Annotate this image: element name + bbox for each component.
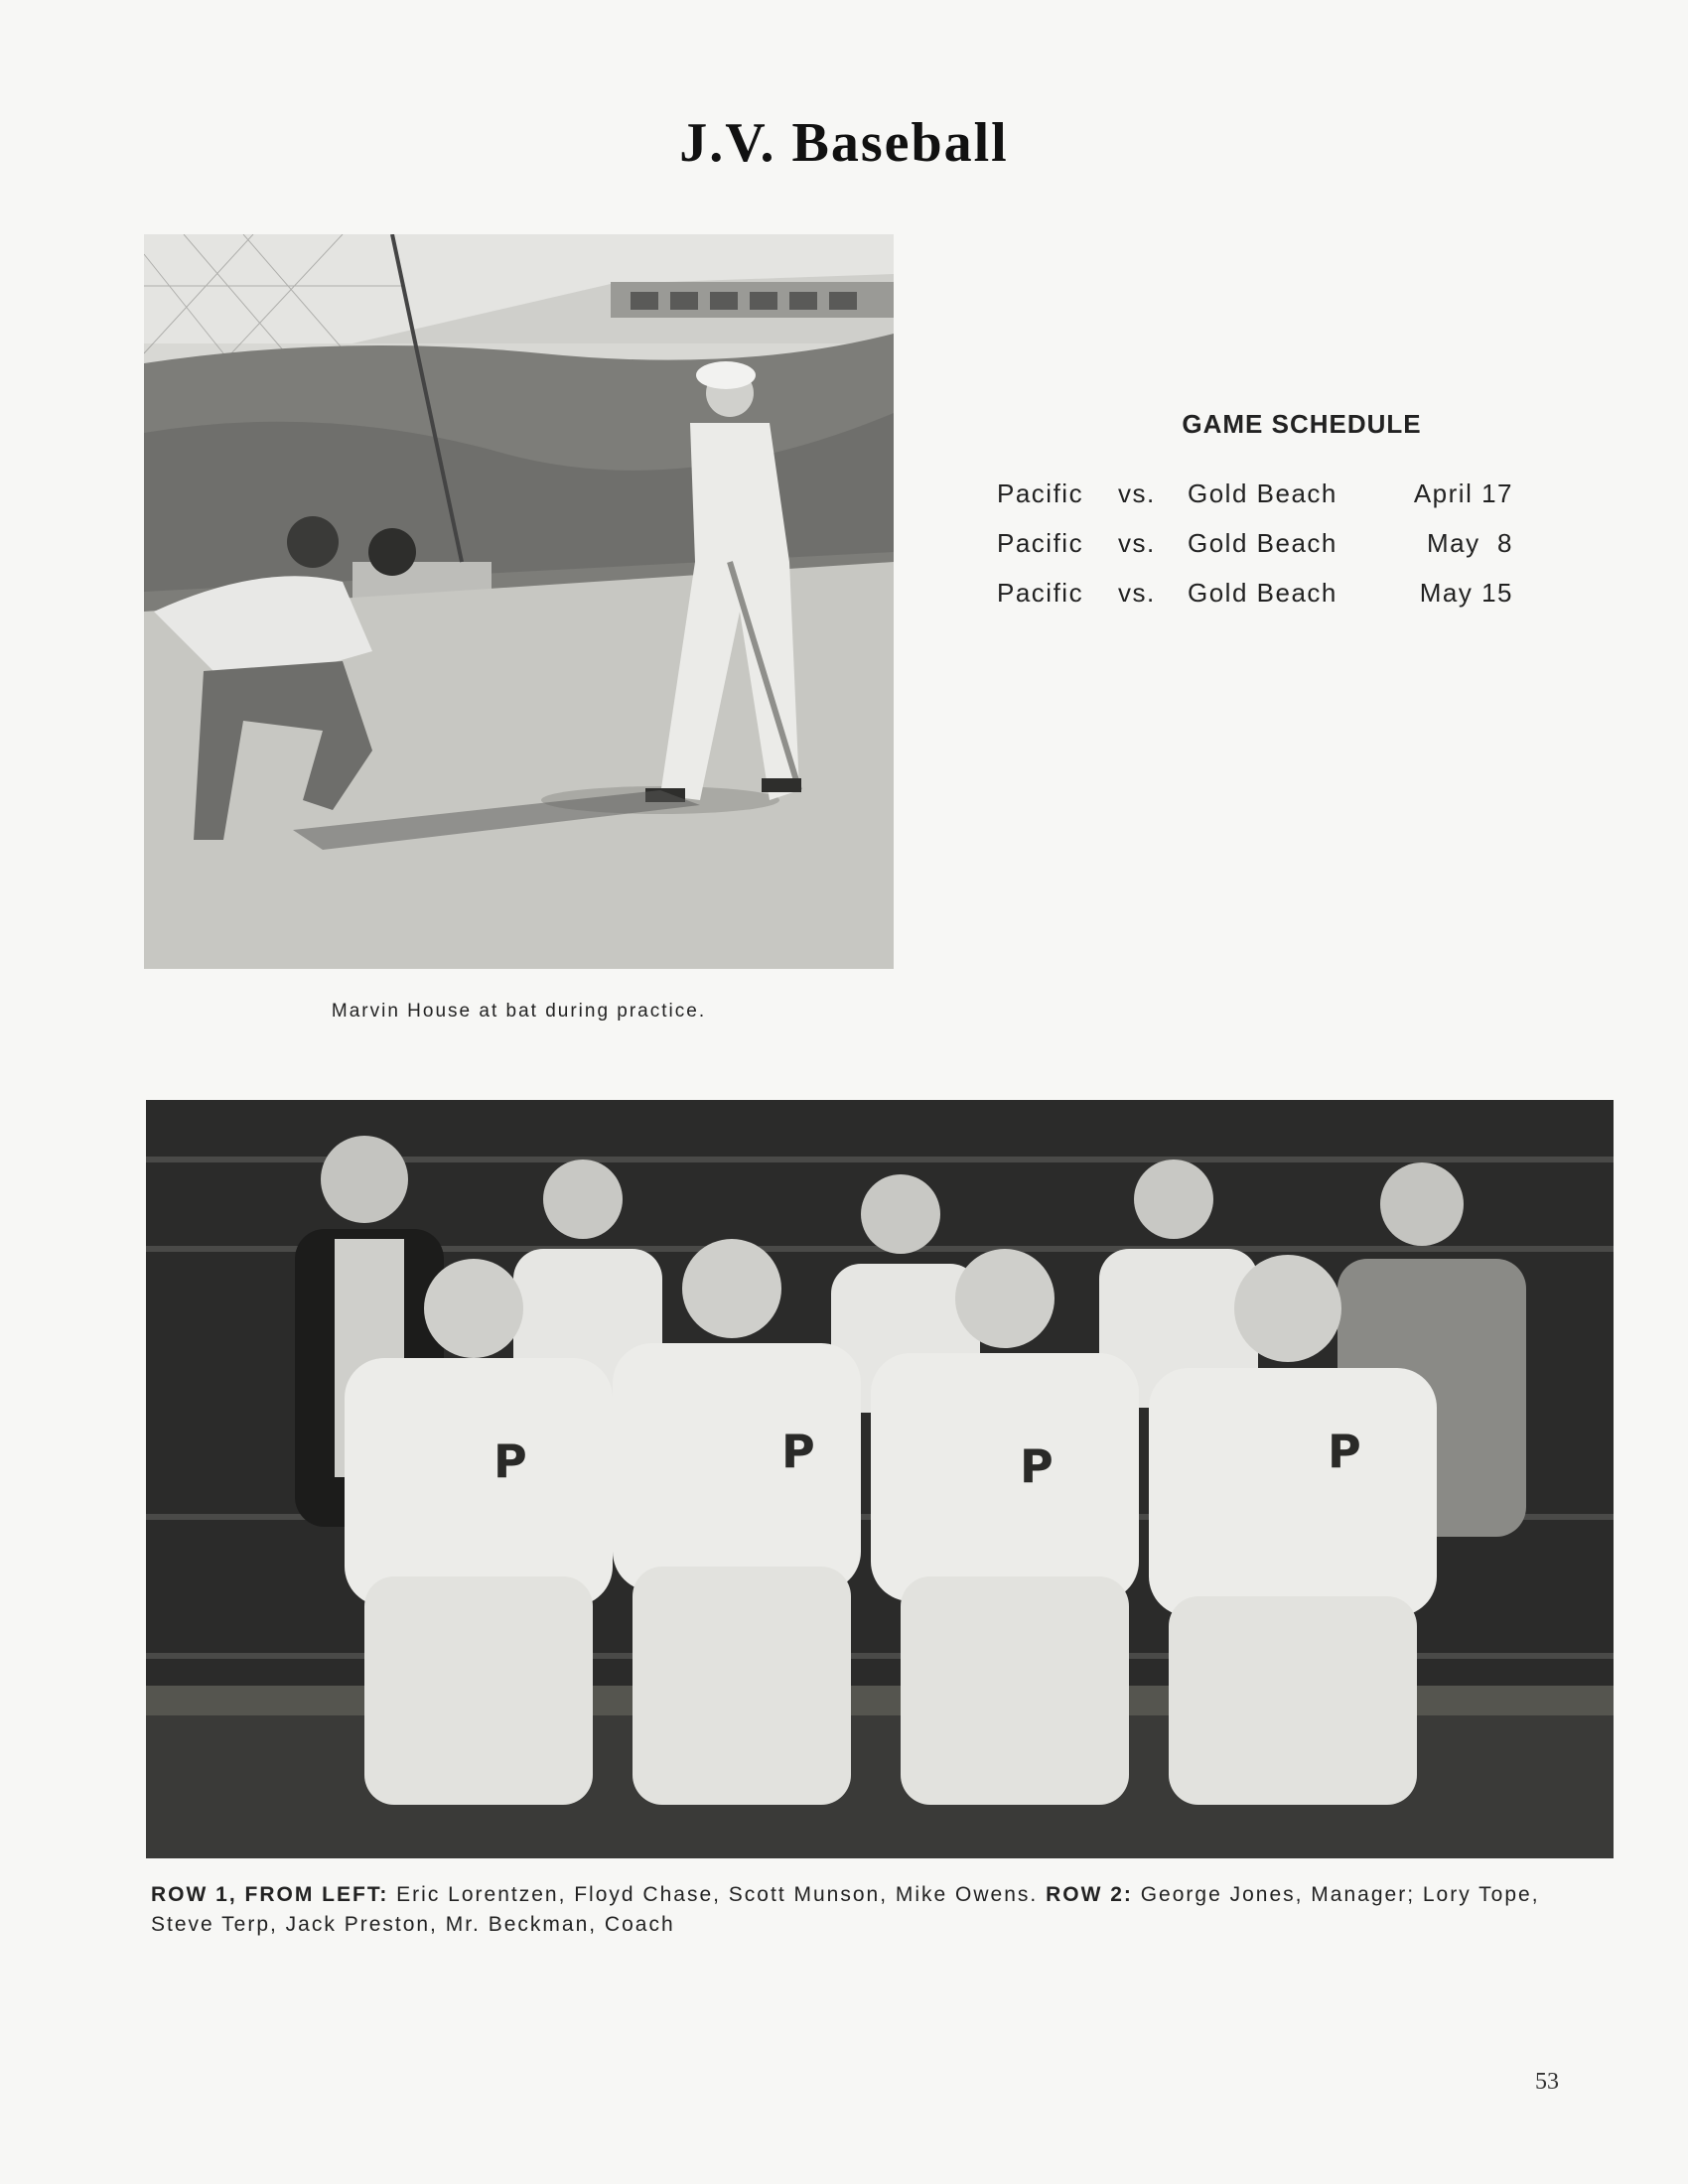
game-date: April 17 (1413, 478, 1513, 508)
jersey-letter: P (493, 1434, 527, 1488)
page-number: 53 (1535, 2069, 1559, 2095)
jersey-letter: P (1328, 1425, 1361, 1478)
jersey-letter: P (1020, 1439, 1054, 1493)
game-row (997, 478, 1513, 528)
game-opponent: Gold Beach (1188, 578, 1337, 608)
game-vs: vs. (1118, 478, 1156, 508)
practice-photo-caption: Marvin House at bat during practice. (331, 1001, 707, 1022)
team-photo (146, 1100, 1614, 1858)
row2-label: ROW 2: (1046, 1883, 1133, 1906)
game-row (997, 578, 1513, 627)
game-date: May 8 (1426, 528, 1513, 558)
game-opponent: Gold Beach (1188, 528, 1337, 558)
jersey-letter: P (781, 1425, 815, 1478)
game-team: Pacific (997, 578, 1084, 608)
game-opponent: Gold Beach (1188, 478, 1337, 508)
row1-label: ROW 1, FROM LEFT: (151, 1883, 389, 1906)
game-row (997, 528, 1513, 578)
game-vs: vs. (1118, 528, 1156, 558)
row1-names: Eric Lorentzen, Floyd Chase, Scott Munson, Mike Owens. (388, 1883, 1047, 1906)
game-team: Pacific (997, 478, 1084, 508)
team-photo-image (146, 1100, 1614, 1858)
row2-names: George Jones, Manager; Lory Tope, Steve Terp, Jack Preston, Mr. Beckman, Coach (151, 1883, 1540, 1936)
practice-photo (144, 234, 894, 969)
game-vs: vs. (1118, 578, 1156, 608)
practice-photo-image (144, 234, 894, 969)
game-team: Pacific (997, 528, 1084, 558)
game-schedule (997, 478, 1513, 627)
schedule-heading: GAME SCHEDULE (1182, 409, 1422, 439)
game-date: May 15 (1419, 578, 1513, 608)
team-photo-caption (151, 1880, 1541, 1940)
page-title: J.V. Baseball (679, 112, 1009, 174)
